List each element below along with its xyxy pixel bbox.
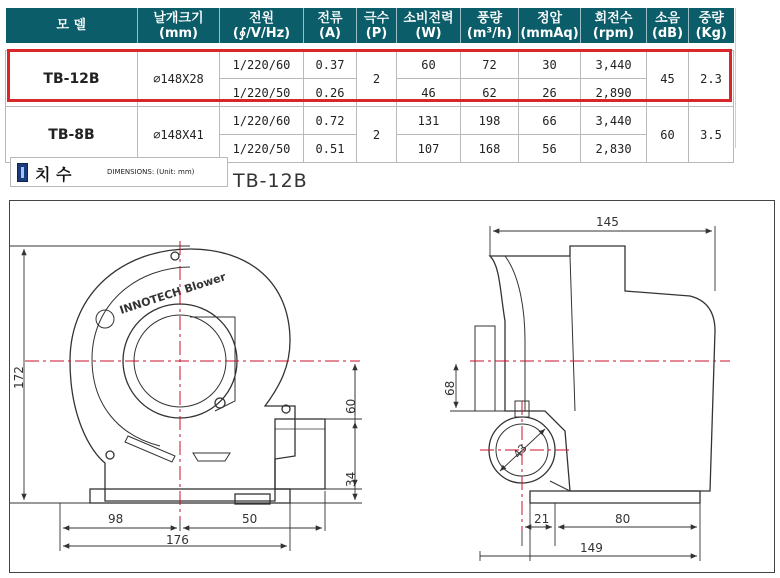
dim-total-width: 176 [166, 533, 189, 547]
dim-outlet-height: 60 [344, 398, 358, 414]
dim-center-to-outlet: 98 [108, 512, 124, 526]
blade-size: ⌀148X28 [138, 51, 220, 107]
dim-base-right: 80 [615, 512, 631, 526]
model-name: TB-12B [6, 51, 138, 107]
rpm-value: 2,830 [581, 135, 647, 163]
weight-value: 2.3 [689, 51, 734, 107]
header-power: 전원 (∮/V/Hz) [220, 8, 304, 43]
airflow-value: 62 [461, 79, 519, 107]
dimensions-header [10, 157, 228, 187]
dimension-drawing [9, 200, 775, 573]
poles-value: 2 [357, 51, 397, 107]
airflow-value: 198 [461, 107, 519, 135]
power-value: 1/220/50 [220, 135, 304, 163]
airflow-value: 72 [461, 51, 519, 79]
spec-table [5, 8, 734, 163]
header-poles: 극수 (P) [357, 8, 397, 43]
drawing-svg [10, 201, 776, 574]
rpm-value: 3,440 [581, 107, 647, 135]
header-model: 모 델 [6, 8, 138, 43]
dim-height: 172 [12, 366, 26, 389]
power-value: 1/220/60 [220, 51, 304, 79]
current-value: 0.26 [304, 79, 357, 107]
side-view [475, 246, 715, 503]
dimensions-title: 치 수 [35, 165, 72, 184]
dim-side-width: 145 [596, 215, 619, 229]
watt-value: 46 [397, 79, 461, 107]
header-consumption: 소비전력 (W) [397, 8, 461, 43]
watt-value: 131 [397, 107, 461, 135]
header-current: 전류 (A) [304, 8, 357, 43]
rpm-value: 2,890 [581, 79, 647, 107]
side-dimensions [450, 226, 715, 561]
pressure-value: 30 [519, 51, 581, 79]
header-weight: 중량 (Kg) [689, 8, 734, 43]
model-label: TB-12B [233, 170, 308, 192]
blade-size: ⌀148X41 [138, 107, 220, 163]
noise-value: 45 [647, 51, 689, 107]
table-header-row [6, 8, 734, 43]
header-noise: 소음 (dB) [647, 8, 689, 43]
header-blade-size: 날개크기 (mm) [138, 8, 220, 43]
model-name: TB-8B [6, 107, 138, 163]
bookmark-icon [17, 163, 28, 182]
header-rpm: 회전수 (rpm) [581, 8, 647, 43]
current-value: 0.51 [304, 135, 357, 163]
dim-center-height: 68 [443, 380, 457, 396]
dimensions-subtitle: DIMENSIONS: (Unit: mm) [107, 168, 195, 176]
dim-base-offset: 34 [344, 471, 358, 487]
power-value: 1/220/50 [220, 79, 304, 107]
side-centerlines [470, 361, 730, 531]
dim-base-left: 21 [534, 512, 550, 526]
watt-value: 107 [397, 135, 461, 163]
header-pressure: 정압 (mmAq) [519, 8, 581, 43]
brand-label: INNOTECH Blower [118, 270, 228, 317]
dim-outlet-dia: 43 [510, 441, 530, 461]
dim-base-total: 149 [580, 541, 603, 555]
divider [735, 8, 736, 148]
noise-value: 60 [647, 107, 689, 163]
table-row [6, 107, 734, 135]
weight-value: 3.5 [689, 107, 734, 163]
poles-value: 2 [357, 107, 397, 163]
dim-outlet-length: 50 [242, 512, 258, 526]
pressure-value: 56 [519, 135, 581, 163]
pressure-value: 66 [519, 107, 581, 135]
watt-value: 60 [397, 51, 461, 79]
current-value: 0.37 [304, 51, 357, 79]
power-value: 1/220/60 [220, 107, 304, 135]
table-row [6, 51, 734, 79]
pressure-value: 26 [519, 79, 581, 107]
airflow-value: 168 [461, 135, 519, 163]
header-airflow: 풍량 (m³/h) [461, 8, 519, 43]
rpm-value: 3,440 [581, 51, 647, 79]
current-value: 0.72 [304, 107, 357, 135]
